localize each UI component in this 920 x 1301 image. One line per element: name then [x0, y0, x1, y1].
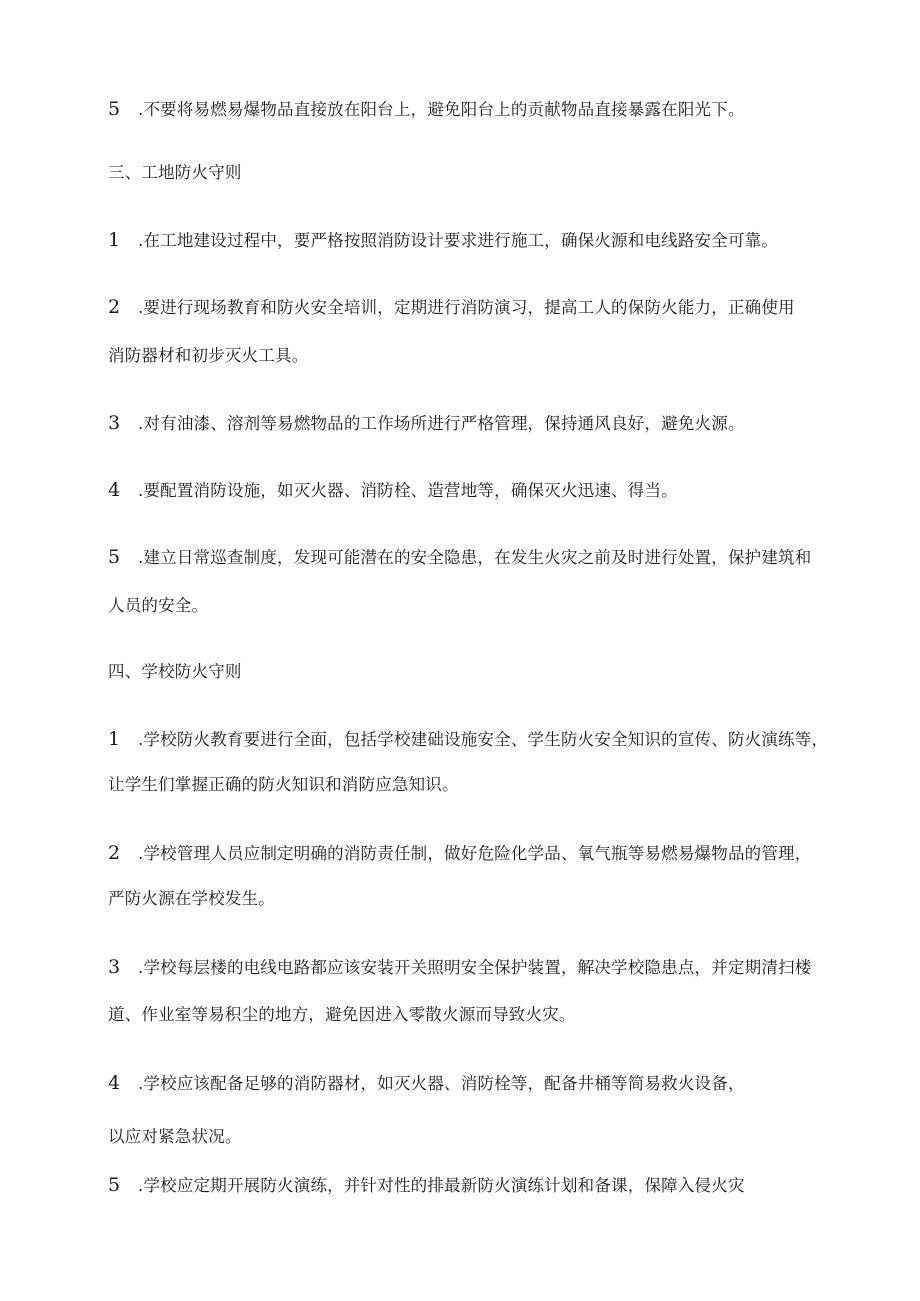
- item-text: .学校应该配备足够的消防器材，如灭火器、消防栓等，配备井桶等简易救火设备，: [138, 1074, 745, 1093]
- site-rule-2: [108, 296, 795, 319]
- item-number: 2: [108, 842, 121, 864]
- item-text: .建立日常巡查制度，发现可能潜在的安全隐患，在发生火灾之前及时进行处置，保护建筑和: [138, 548, 812, 567]
- item-number: 2: [108, 296, 121, 318]
- item-text: .学校管理人员应制定明确的消防责任制，做好危险化学品、氧气瓶等易燃易爆物品的管理，: [138, 844, 812, 863]
- item-number: 3: [108, 956, 121, 978]
- school-rule-3: [108, 956, 811, 979]
- school-rule-2-continuation: 严防火源在学校发生。: [108, 889, 275, 908]
- site-rule-2-continuation: 消防器材和初步灭火工具。: [108, 346, 309, 365]
- item-text: .学校每层楼的电线电路都应该安装开关照明安全保护装置，解决学校隐患点，并定期清扫楼: [138, 958, 812, 977]
- item-number: 5: [108, 98, 121, 120]
- school-rule-4-continuation: 以应对紧急状况。: [108, 1127, 242, 1146]
- site-rule-5: [108, 546, 811, 569]
- item-text: .在工地建设过程中，要严格按照消防设计要求进行施工，确保火源和电线路安全可靠。: [138, 231, 779, 250]
- site-rule-1: [108, 229, 778, 252]
- school-rule-1: [108, 728, 828, 751]
- item-text: .要配置消防设施，如灭火器、消防栓、造营地等，确保灭火迅速、得当。: [138, 481, 678, 500]
- item-text: .学校防火教育要进行全面，包括学校建础设施安全、学生防火安全知识的宣传、防火演练等，: [138, 730, 829, 749]
- item-number: 5: [108, 1174, 121, 1196]
- item-number: 1: [108, 229, 121, 251]
- site-rule-4: [108, 479, 678, 502]
- item-number: 1: [108, 728, 121, 750]
- item-number: 4: [108, 479, 121, 501]
- site-rule-5-continuation: 人员的安全。: [108, 596, 209, 615]
- school-rule-2: [108, 842, 811, 865]
- school-rule-4: [108, 1072, 745, 1095]
- item-number: 3: [108, 412, 121, 434]
- item-number: 5: [108, 546, 121, 568]
- item-text: .不要将易燃易爆物品直接放在阳台上，避免阳台上的贡献物品直接暴露在阳光下。: [138, 100, 745, 119]
- home-rule-5: [108, 98, 745, 121]
- section-heading-site: 三、工地防火守则: [108, 163, 242, 182]
- item-text: .学校应定期开展防火演练，并针对性的排最新防火演练计划和备课，保障入侵火灾: [138, 1176, 745, 1195]
- item-text: .要进行现场教育和防火安全培训，定期进行消防演习，提高工人的保防火能力，正确使用: [138, 298, 795, 317]
- section-heading-school: 四、学校防火守则: [108, 662, 242, 681]
- item-number: 4: [108, 1072, 121, 1094]
- school-rule-5: [108, 1174, 745, 1197]
- school-rule-3-continuation: 道、作业室等易积尘的地方，避免因进入零散火源而导致火灾。: [108, 1005, 576, 1024]
- school-rule-1-continuation: 让学生们掌握正确的防火知识和消防应急知识。: [108, 775, 459, 794]
- site-rule-3: [108, 412, 745, 435]
- item-text: .对有油漆、溶剂等易燃物品的工作场所进行严格管理，保持通风良好，避免火源。: [138, 414, 745, 433]
